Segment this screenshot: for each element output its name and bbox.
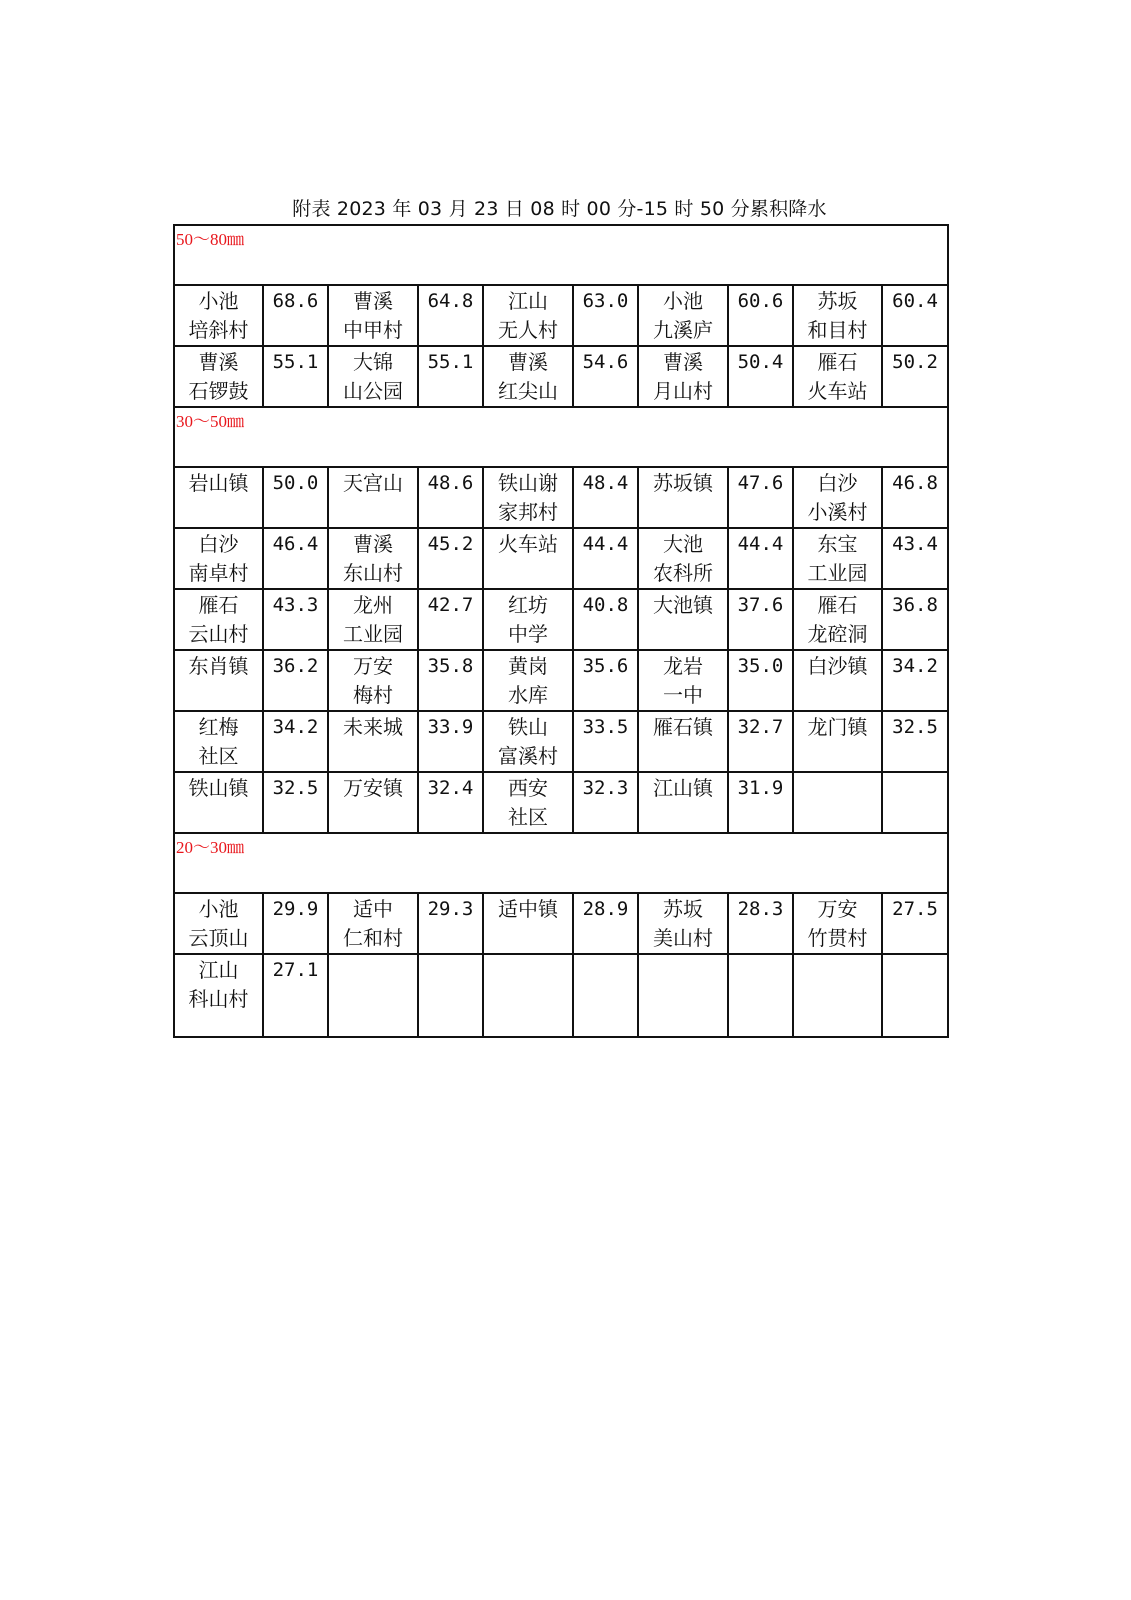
station-name-cell bbox=[174, 893, 263, 954]
category-label: 20～30㎜ bbox=[174, 833, 948, 893]
station-name-cell bbox=[174, 528, 263, 589]
station-name-line: 西安 bbox=[508, 776, 548, 800]
rainfall-value-cell: 33.9 bbox=[418, 711, 483, 772]
station-row bbox=[174, 772, 948, 833]
station-name-line: 水库 bbox=[508, 683, 548, 707]
station-name-line: 曹溪 bbox=[508, 350, 548, 374]
station-name-cell bbox=[328, 467, 418, 528]
rainfall-value-cell: 35.6 bbox=[573, 650, 638, 711]
station-name-cell bbox=[174, 346, 263, 407]
station-name-line: 江山镇 bbox=[653, 776, 713, 800]
station-row bbox=[174, 346, 948, 407]
station-name-line: 九溪庐 bbox=[653, 318, 713, 342]
station-name-cell bbox=[174, 589, 263, 650]
station-name-cell bbox=[328, 346, 418, 407]
station-name-line: 梅村 bbox=[353, 683, 393, 707]
station-name-line: 曹溪 bbox=[353, 532, 393, 556]
station-row bbox=[174, 711, 948, 772]
station-row bbox=[174, 528, 948, 589]
rainfall-value-cell: 50.4 bbox=[728, 346, 793, 407]
station-name-cell bbox=[793, 711, 882, 772]
rainfall-value-cell: 40.8 bbox=[573, 589, 638, 650]
rainfall-value-cell: 35.0 bbox=[728, 650, 793, 711]
station-name-line: 万安镇 bbox=[343, 776, 403, 800]
station-name-line: 云顶山 bbox=[188, 926, 249, 950]
station-name-line: 工业园 bbox=[807, 561, 868, 585]
station-name-line: 小池 bbox=[198, 289, 239, 313]
station-row bbox=[174, 467, 948, 528]
station-name-cell bbox=[638, 893, 728, 954]
station-name-line: 社区 bbox=[198, 744, 239, 768]
station-row bbox=[174, 650, 948, 711]
station-name-cell bbox=[483, 589, 573, 650]
station-name-line: 苏坂 bbox=[817, 289, 858, 313]
station-name-line: 大锦 bbox=[353, 350, 393, 374]
rainfall-value-cell: 34.2 bbox=[263, 711, 328, 772]
station-name-line: 白沙镇 bbox=[807, 654, 868, 678]
rainfall-value-cell: 46.4 bbox=[263, 528, 328, 589]
rainfall-value-cell: 28.9 bbox=[573, 893, 638, 954]
rainfall-value-cell: 37.6 bbox=[728, 589, 793, 650]
rainfall-value-cell: 48.6 bbox=[418, 467, 483, 528]
rainfall-value-cell: 54.6 bbox=[573, 346, 638, 407]
station-name-cell bbox=[483, 650, 573, 711]
rainfall-value-cell: 64.8 bbox=[418, 285, 483, 346]
station-name-cell bbox=[328, 528, 418, 589]
station-name-cell bbox=[638, 772, 728, 833]
rainfall-value-cell: 55.1 bbox=[418, 346, 483, 407]
rainfall-value-cell: 48.4 bbox=[573, 467, 638, 528]
station-name-cell bbox=[638, 346, 728, 407]
station-name-cell bbox=[793, 954, 882, 1037]
station-name-cell bbox=[483, 285, 573, 346]
station-name-line: 龙岩 bbox=[663, 654, 703, 678]
rainfall-value-cell bbox=[882, 954, 948, 1037]
station-name-line: 白沙 bbox=[817, 471, 858, 495]
station-name-line: 无人村 bbox=[498, 318, 558, 342]
station-name-cell bbox=[174, 467, 263, 528]
station-name-cell bbox=[638, 285, 728, 346]
station-row bbox=[174, 285, 948, 346]
station-name-line: 科山村 bbox=[188, 987, 249, 1011]
station-name-line: 岩山镇 bbox=[188, 471, 249, 495]
station-row bbox=[174, 954, 948, 1037]
station-name-line: 工业园 bbox=[343, 622, 403, 646]
rainfall-value-cell bbox=[882, 772, 948, 833]
category-label: 30～50㎜ bbox=[174, 407, 948, 467]
station-name-cell bbox=[328, 285, 418, 346]
station-name-line: 铁山镇 bbox=[188, 776, 249, 800]
station-name-line: 美山村 bbox=[653, 926, 713, 950]
station-name-line: 火车站 bbox=[498, 532, 558, 556]
rainfall-value-cell: 29.3 bbox=[418, 893, 483, 954]
station-name-cell bbox=[793, 285, 882, 346]
station-name-line: 山公园 bbox=[343, 379, 403, 403]
station-name-line: 曹溪 bbox=[663, 350, 703, 374]
station-name-line: 江山 bbox=[198, 958, 239, 982]
station-name-cell bbox=[483, 893, 573, 954]
station-name-cell bbox=[174, 772, 263, 833]
station-name-cell bbox=[793, 346, 882, 407]
station-name-line: 黄岗 bbox=[508, 654, 548, 678]
station-name-line: 铁山 bbox=[508, 715, 548, 739]
station-name-cell bbox=[483, 528, 573, 589]
station-name-cell bbox=[328, 893, 418, 954]
station-name-cell bbox=[328, 589, 418, 650]
rainfall-value-cell: 31.9 bbox=[728, 772, 793, 833]
rainfall-value-cell: 63.0 bbox=[573, 285, 638, 346]
station-name-cell bbox=[793, 467, 882, 528]
station-name-cell bbox=[483, 711, 573, 772]
station-name-line: 小池 bbox=[198, 897, 239, 921]
rainfall-value-cell: 35.8 bbox=[418, 650, 483, 711]
category-row bbox=[174, 225, 948, 285]
station-name-line: 大池 bbox=[663, 532, 703, 556]
rainfall-value-cell: 36.8 bbox=[882, 589, 948, 650]
rainfall-value-cell: 46.8 bbox=[882, 467, 948, 528]
station-name-line: 云山村 bbox=[188, 622, 249, 646]
station-name-cell bbox=[328, 772, 418, 833]
station-name-cell bbox=[638, 711, 728, 772]
station-name-cell bbox=[483, 772, 573, 833]
station-name-line: 万安 bbox=[353, 654, 393, 678]
station-name-line: 曹溪 bbox=[198, 350, 239, 374]
station-name-cell bbox=[793, 893, 882, 954]
station-name-cell bbox=[174, 650, 263, 711]
station-name-cell bbox=[483, 346, 573, 407]
station-name-line: 一中 bbox=[663, 683, 703, 707]
station-name-line: 万安 bbox=[817, 897, 858, 921]
rainfall-value-cell: 44.4 bbox=[728, 528, 793, 589]
station-name-line: 培斜村 bbox=[188, 318, 249, 342]
rainfall-value-cell: 27.1 bbox=[263, 954, 328, 1037]
rainfall-value-cell bbox=[573, 954, 638, 1037]
category-row bbox=[174, 407, 948, 467]
station-name-cell bbox=[638, 589, 728, 650]
rainfall-value-cell: 32.5 bbox=[882, 711, 948, 772]
rainfall-value-cell: 45.2 bbox=[418, 528, 483, 589]
station-name-cell bbox=[483, 954, 573, 1037]
rainfall-value-cell bbox=[418, 954, 483, 1037]
rainfall-value-cell: 42.7 bbox=[418, 589, 483, 650]
rainfall-value-cell: 32.4 bbox=[418, 772, 483, 833]
station-name-cell bbox=[638, 467, 728, 528]
station-name-cell bbox=[638, 650, 728, 711]
station-name-line: 适中 bbox=[353, 897, 393, 921]
station-name-line: 火车站 bbox=[807, 379, 868, 403]
station-name-line: 天宫山 bbox=[343, 471, 403, 495]
rainfall-value-cell: 32.5 bbox=[263, 772, 328, 833]
station-name-line: 龙门镇 bbox=[807, 715, 868, 739]
station-name-line: 和目村 bbox=[807, 318, 868, 342]
station-name-cell bbox=[328, 711, 418, 772]
station-name-line: 红尖山 bbox=[498, 379, 558, 403]
station-name-line: 白沙 bbox=[198, 532, 239, 556]
station-name-line: 未来城 bbox=[343, 715, 403, 739]
station-name-cell bbox=[328, 650, 418, 711]
rainfall-value-cell: 33.5 bbox=[573, 711, 638, 772]
station-name-cell bbox=[793, 772, 882, 833]
station-name-cell bbox=[793, 528, 882, 589]
station-name-line: 雁石 bbox=[817, 593, 858, 617]
station-name-line: 龙州 bbox=[353, 593, 393, 617]
rainfall-value-cell: 60.4 bbox=[882, 285, 948, 346]
category-row bbox=[174, 833, 948, 893]
station-name-cell bbox=[638, 528, 728, 589]
rainfall-value-cell: 55.1 bbox=[263, 346, 328, 407]
station-name-cell bbox=[638, 954, 728, 1037]
station-name-cell bbox=[793, 650, 882, 711]
rainfall-value-cell: 68.6 bbox=[263, 285, 328, 346]
rainfall-value-cell: 50.2 bbox=[882, 346, 948, 407]
station-name-line: 富溪村 bbox=[498, 744, 558, 768]
station-name-line: 东宝 bbox=[817, 532, 858, 556]
rainfall-value-cell: 47.6 bbox=[728, 467, 793, 528]
station-name-cell bbox=[174, 711, 263, 772]
station-name-line: 红梅 bbox=[198, 715, 239, 739]
station-name-line: 雁石 bbox=[817, 350, 858, 374]
rainfall-value-cell: 32.7 bbox=[728, 711, 793, 772]
table-title: 附表 2023 年 03 月 23 日 08 时 00 分-15 时 50 分累积降水 bbox=[292, 198, 827, 220]
rainfall-value-cell: 44.4 bbox=[573, 528, 638, 589]
station-name-line: 中学 bbox=[508, 622, 548, 646]
station-name-line: 东肖镇 bbox=[188, 654, 249, 678]
station-name-line: 红坊 bbox=[508, 593, 548, 617]
station-name-line: 中甲村 bbox=[343, 318, 403, 342]
station-row bbox=[174, 893, 948, 954]
station-name-cell bbox=[793, 589, 882, 650]
station-name-line: 铁山谢 bbox=[498, 471, 558, 495]
rainfall-value-cell: 28.3 bbox=[728, 893, 793, 954]
rainfall-table-body bbox=[174, 225, 948, 1037]
rainfall-table bbox=[173, 224, 949, 1038]
station-name-cell bbox=[174, 954, 263, 1037]
station-name-line: 曹溪 bbox=[353, 289, 393, 313]
station-name-line: 大池镇 bbox=[653, 593, 713, 617]
station-name-line: 适中镇 bbox=[498, 897, 558, 921]
rainfall-value-cell: 36.2 bbox=[263, 650, 328, 711]
rainfall-value-cell: 32.3 bbox=[573, 772, 638, 833]
station-name-line: 社区 bbox=[508, 805, 548, 829]
rainfall-value-cell: 43.3 bbox=[263, 589, 328, 650]
station-name-line: 苏坂镇 bbox=[653, 471, 713, 495]
rainfall-value-cell: 34.2 bbox=[882, 650, 948, 711]
station-name-line: 仁和村 bbox=[343, 926, 403, 950]
station-name-line: 南卓村 bbox=[188, 561, 249, 585]
rainfall-value-cell: 50.0 bbox=[263, 467, 328, 528]
rainfall-value-cell bbox=[728, 954, 793, 1037]
rainfall-value-cell: 60.6 bbox=[728, 285, 793, 346]
rainfall-value-cell: 29.9 bbox=[263, 893, 328, 954]
station-name-line: 竹贯村 bbox=[807, 926, 868, 950]
station-name-line: 江山 bbox=[508, 289, 548, 313]
station-name-cell bbox=[483, 467, 573, 528]
station-row bbox=[174, 589, 948, 650]
station-name-line: 小池 bbox=[663, 289, 703, 313]
station-name-line: 东山村 bbox=[343, 561, 403, 585]
station-name-line: 苏坂 bbox=[663, 897, 703, 921]
station-name-line: 家邦村 bbox=[498, 500, 558, 524]
station-name-cell bbox=[328, 954, 418, 1037]
station-name-line: 石锣鼓 bbox=[188, 379, 249, 403]
category-label: 50～80㎜ bbox=[174, 225, 948, 285]
station-name-cell bbox=[174, 285, 263, 346]
rainfall-value-cell: 43.4 bbox=[882, 528, 948, 589]
station-name-line: 雁石 bbox=[198, 593, 239, 617]
station-name-line: 农科所 bbox=[653, 561, 713, 585]
rainfall-value-cell: 27.5 bbox=[882, 893, 948, 954]
station-name-line: 雁石镇 bbox=[653, 715, 713, 739]
station-name-line: 小溪村 bbox=[807, 500, 868, 524]
station-name-line: 龙硿洞 bbox=[807, 622, 868, 646]
station-name-line: 月山村 bbox=[653, 379, 713, 403]
